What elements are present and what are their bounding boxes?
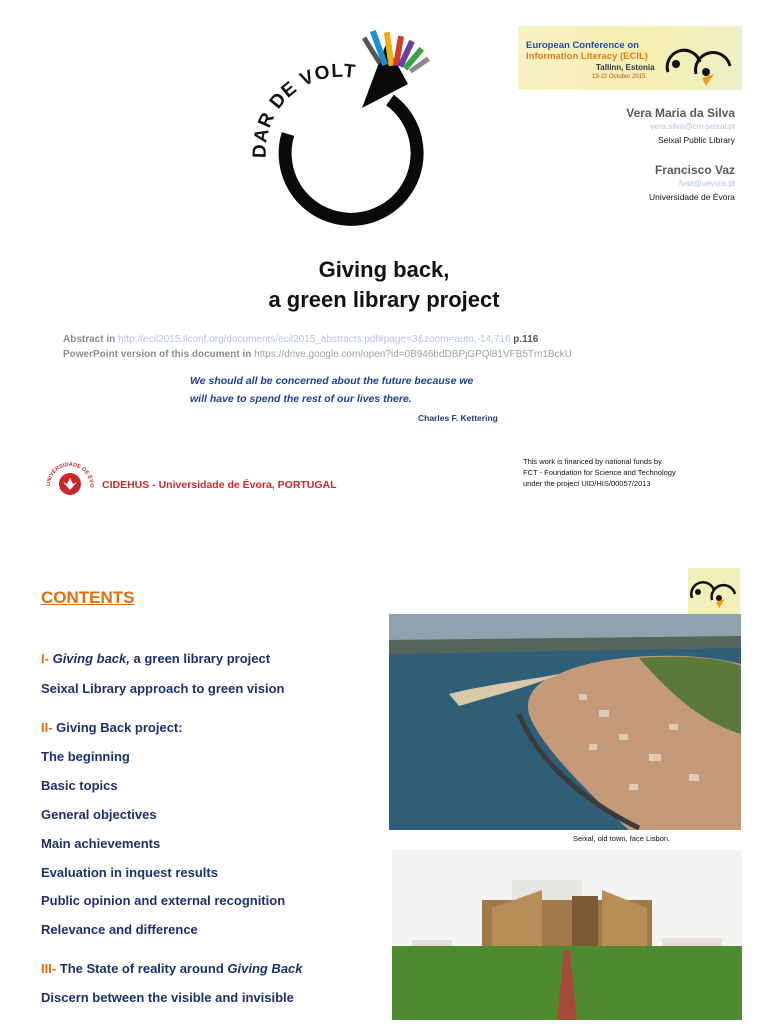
library-building-photo <box>392 850 742 1020</box>
ecil-logo-icon <box>662 32 738 88</box>
university-seal <box>44 460 96 507</box>
item-text: Evaluation in inquest results <box>41 865 218 880</box>
contents-item-5[interactable] <box>41 778 118 793</box>
item-italic: Giving back, <box>52 651 130 666</box>
item-text: Seixal Library approach to green vision <box>41 681 285 696</box>
item-text: Main achievements <box>41 836 161 851</box>
abstract-link[interactable]: http://ecil2015.ilconf.org/documents/ecil2015_abstracts.pdf#page=3&zoom=auto,-14,716 <box>118 334 511 345</box>
contents-item-1[interactable] <box>41 651 270 666</box>
author-2 <box>649 163 735 202</box>
seal-text: UNIVERSIDADE DE ÉVO <box>45 461 95 488</box>
quote-author: Charles F. Kettering <box>418 413 498 423</box>
conference-line-2: Information Literacy (ECIL) <box>526 51 648 62</box>
powerpoint-reference <box>63 349 572 360</box>
contents-item-4[interactable] <box>41 749 130 764</box>
item-text: Basic topics <box>41 778 118 793</box>
abstract-page: p.116 <box>513 334 539 345</box>
item-text: Relevance and difference <box>41 922 198 937</box>
contents-item-7[interactable] <box>41 836 160 851</box>
title-line-2: a green library project <box>268 287 500 312</box>
document-title <box>0 255 768 315</box>
conference-banner <box>518 26 742 90</box>
author-email[interactable]: fvaz@uevora.pt <box>678 179 735 188</box>
giving-back-logo <box>236 26 436 231</box>
item-number: I- <box>41 651 49 666</box>
conference-line-4: 19-22 October 2015 <box>592 74 646 80</box>
contents-item-3[interactable] <box>41 720 183 735</box>
quote-line-2: will have to spend the rest of our lives there. <box>190 393 412 405</box>
contents-item-6[interactable] <box>41 807 157 822</box>
item-italic: Giving Back <box>227 961 303 976</box>
photo-caption: Seixal, old town, face Lisbon. <box>573 834 671 843</box>
quote-line-1: We should all be concerned about the future because we <box>190 375 474 387</box>
author-name: Francisco Vaz <box>654 163 735 177</box>
funding-line-2: FCT - Foundation for Science and Technology <box>523 468 676 477</box>
item-number: III- <box>41 961 57 976</box>
author-affiliation: Seixal Public Library <box>657 135 735 145</box>
contents-item-11[interactable] <box>41 961 303 976</box>
item-text: a green library project <box>129 651 271 666</box>
powerpoint-link[interactable]: https://drive.google.com/open?id=0B946bdDBPjGPQl81VFB5Tm1BckU <box>254 349 572 360</box>
conference-line-3: Tallinn, Estonia <box>596 63 655 72</box>
author-1 <box>626 106 735 145</box>
ecil-small-logo <box>688 568 740 614</box>
contents-item-12[interactable] <box>41 990 294 1005</box>
item-number: II- <box>41 720 53 735</box>
item-text: General objectives <box>41 807 157 822</box>
author-name: Vera Maria da Silva <box>626 106 735 120</box>
institution-acronym: CIDEHUS <box>102 479 150 491</box>
contents-item-8[interactable] <box>41 865 218 880</box>
contents-heading: CONTENTS <box>41 588 135 607</box>
item-text: Giving Back project: <box>52 720 183 735</box>
quote <box>190 372 473 408</box>
author-email[interactable]: vera.silva@cm-seixal.pt <box>650 122 735 131</box>
logo-text: DAR DE VOLT <box>249 60 356 159</box>
author-affiliation: Universidade de Évora <box>649 192 735 202</box>
contents-item-9[interactable] <box>41 893 285 908</box>
institution-name <box>102 479 337 491</box>
item-text: The State of reality around <box>56 961 228 976</box>
abstract-prefix: Abstract in <box>63 334 116 345</box>
contents-item-2[interactable] <box>41 681 284 696</box>
item-text: Public opinion and external recognition <box>41 893 286 908</box>
powerpoint-prefix: PowerPoint version of this document in <box>63 349 252 360</box>
funding-note <box>523 456 676 489</box>
funding-line-3: under the project UID/HIS/00057/2013 <box>523 479 651 488</box>
abstract-reference <box>63 334 538 345</box>
ecil-small-logo-icon <box>688 568 740 614</box>
title-line-1: Giving back, <box>318 257 450 282</box>
item-text: The beginning <box>41 749 130 764</box>
institution-rest: - Universidade de Évora, PORTUGAL <box>149 479 337 491</box>
funding-line-1: This work is financed by national funds by <box>523 457 662 466</box>
seixal-aerial-photo <box>389 614 741 830</box>
conference-line-1: European Conference on <box>526 40 639 51</box>
item-text: Discern between the visible and invisible <box>41 990 294 1005</box>
contents-item-10[interactable] <box>41 922 198 937</box>
